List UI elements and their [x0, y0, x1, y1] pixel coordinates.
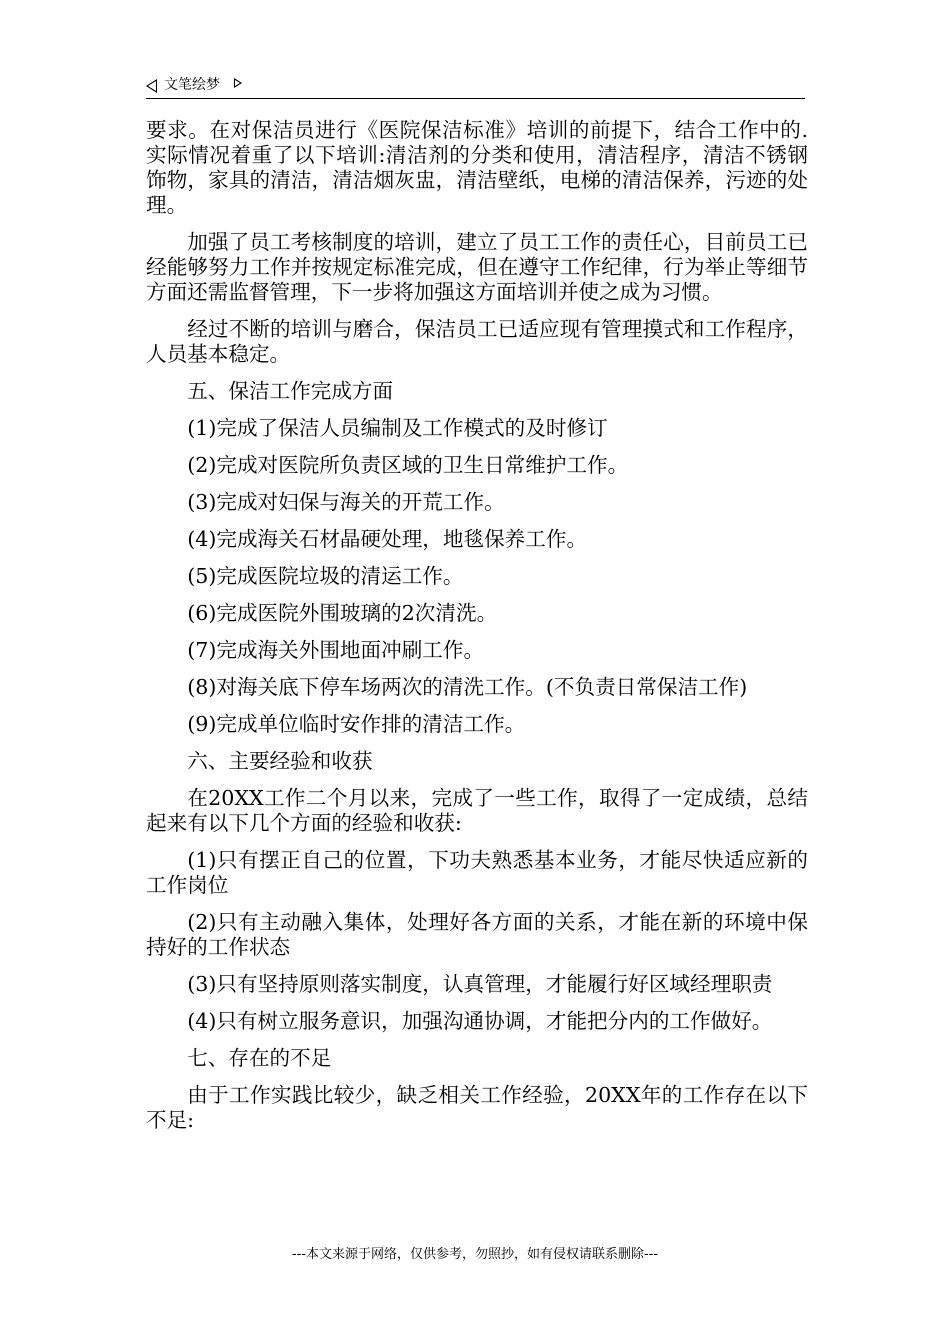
page-header — [146, 76, 805, 99]
paragraph: 加强了员工考核制度的培训，建立了员工工作的责任心，目前员工已经能够努力工作并按规定标准完成，但在遵守工作纪律，行为举止等细节方面还需监督管理，下一步将加强这方面培训并使之成为习惯。 — [146, 230, 808, 304]
paragraph: 要求。在对保洁员进行《医院保洁标准》培训的前提下，结合工作中的.实际情况着重了以下培训:清洁剂的分类和使用，清洁程序，清洁不锈钢饰物，家具的清洁，清洁烟灰盅，清洁壁纸，电梯的清洁保养，污迹的处理。 — [146, 118, 808, 217]
paragraph: 七、存在的不足 — [187, 1046, 332, 1070]
paragraph: (9)完成单位临时安作排的清洁工作。 — [187, 712, 526, 736]
paragraph: (5)完成医院垃圾的清运工作。 — [187, 564, 464, 588]
paragraph: (4)只有树立服务意识，加强沟通协调，才能把分内的工作做好。 — [187, 1009, 773, 1033]
paragraph: (2)只有主动融入集体，处理好各方面的关系，才能在新的环境中保持好的工作状态 — [146, 910, 808, 959]
paragraph: (6)完成医院外围玻璃的2次清洗。 — [187, 601, 498, 625]
paragraph: (7)完成海关外围地面冲刷工作。 — [187, 638, 485, 662]
paragraph: (3)只有坚持原则落实制度，认真管理，才能履行好区域经理职责 — [187, 972, 773, 996]
header-title: 文笔绘梦 — [164, 77, 220, 93]
paragraph: (2)完成对医院所负责区域的卫生日常维护工作。 — [187, 453, 629, 477]
paragraph: (1)只有摆正自己的位置，下功夫熟悉基本业务，才能尽快适应新的工作岗位 — [146, 848, 808, 897]
paragraph: 六、主要经验和收获 — [187, 749, 373, 773]
page-footer: ---本文来源于网络，仅供参考，勿照抄，如有侵权请联系删除--- — [291, 1247, 659, 1262]
paragraph: (8)对海关底下停车场两次的清洗工作。(不负责日常保洁工作) — [187, 675, 748, 699]
paragraph: (4)完成海关石材晶硬处理，地毯保养工作。 — [187, 527, 588, 551]
paragraph: 五、保洁工作完成方面 — [187, 379, 394, 403]
triangle-left-icon — [146, 79, 157, 93]
document-body — [146, 118, 808, 1145]
paragraph: 在20XX工作二个月以来，完成了一些工作，取得了一定成绩，总结起来有以下几个方面的经验和收获: — [146, 786, 808, 835]
paragraph: 经过不断的培训与磨合，保洁员工已适应现有管理摸式和工作程序，人员基本稳定。 — [146, 317, 808, 366]
paragraph: (3)完成对妇保与海关的开荒工作。 — [187, 490, 505, 514]
paragraph: 由于工作实践比较少，缺乏相关工作经验，20XX年的工作存在以下不足: — [146, 1083, 808, 1132]
triangle-right-icon — [234, 78, 242, 88]
paragraph: (1)完成了保洁人员编制及工作模式的及时修订 — [187, 416, 608, 440]
